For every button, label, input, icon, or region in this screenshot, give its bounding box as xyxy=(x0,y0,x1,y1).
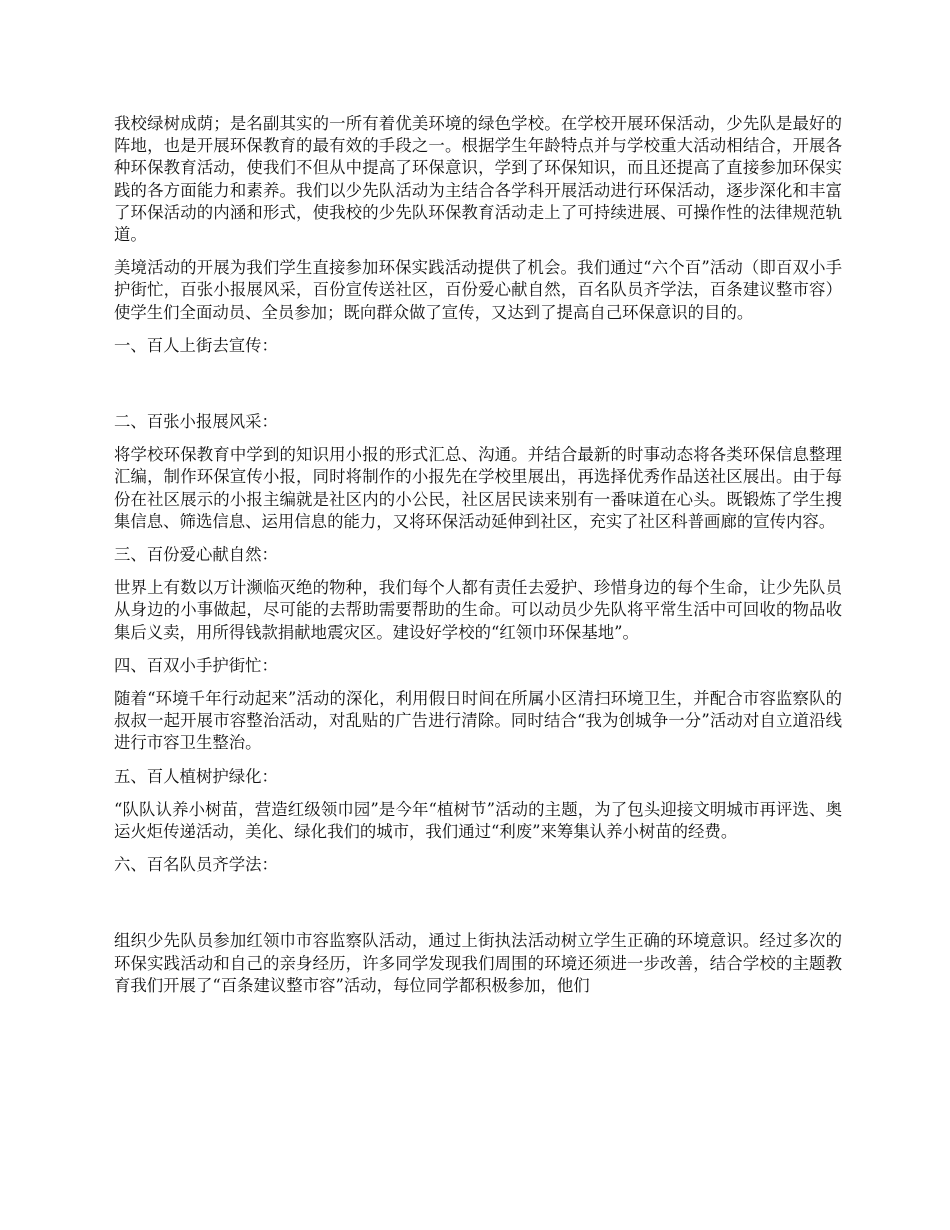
section-heading-5: 五、百人植树护绿化： xyxy=(114,766,278,786)
paragraph-section-3: 世界上有数以万计濒临灭绝的物种，我们每个人都有责任去爱护、珍惜身边的每个生命，让少先队员从身边的小事做起，尽可能的去帮助需要帮助的生命。可以动员少先队将平常生活中可回收的物品收集后义卖，用所得钱款捐献地震灾区。建设好学校的“红领巾环保基地”。 xyxy=(114,578,842,642)
document-page xyxy=(114,113,842,1008)
section-heading-3: 三、百份爱心献自然： xyxy=(114,545,278,565)
section-heading-2: 二、百张小报展风采： xyxy=(114,412,278,432)
section-heading-6: 六、百名队员齐学法： xyxy=(114,855,278,875)
paragraph-section-5: “队队认养小树苗，营造红级领巾园”是今年“植树节”活动的主题，为了包头迎接文明城市再评选、奥运火炬传递活动，美化、绿化我们的城市，我们通过“利废”来筹集认养小树苗的经费。 xyxy=(114,799,842,842)
paragraph-section-4: 随着“环境千年行动起来”活动的深化，利用假日时间在所属小区清扫环境卫生，并配合市容监察队的叔叔一起开展市容整治活动，对乱贴的广告进行清除。同时结合“我为创城争一分”活动对自立道沿线进行市容卫生整治。 xyxy=(114,689,842,753)
paragraph-intro: 我校绿树成荫；是名副其实的一所有着优美环境的绿色学校。在学校开展环保活动，少先队是最好的阵地，也是开展环保教育的最有效的手段之一。根据学生年龄特点并与学校重大活动相结合，开展各种环保教育活动，使我们不但从中提高了环保意识，学到了环保知识，而且还提高了直接参加环保实践的各方面能力和素养。我们以少先队活动为主结合各学科开展活动进行环保活动，逐步深化和丰富了环保活动的内涵和形式，使我校的少先队环保教育活动走上了可持续进展、可操作性的法律规范轨道。 xyxy=(114,114,842,245)
section-heading-1: 一、百人上街去宣传： xyxy=(114,335,278,355)
paragraph-section-2: 将学校环保教育中学到的知识用小报的形式汇总、沟通。并结合最新的时事动态将各类环保信息整理汇编，制作环保宣传小报，同时将制作的小报先在学校里展出，再选择优秀作品送社区展出。由于每份在社区展示的小报主编就是社区内的小公民，社区居民读来别有一番味道在心头。既锻炼了学生搜集信息、筛选信息、运用信息的能力，又将环保活动延伸到社区，充实了社区科普画廊的宣传内容。 xyxy=(114,445,842,531)
section-heading-4: 四、百双小手护街忙： xyxy=(114,655,278,675)
paragraph-six-hundreds: 美境活动的开展为我们学生直接参加环保实践活动提供了机会。我们通过“六个百”活动（即百双小手护街忙，百张小报展风采，百份宣传送社区，百份爱心献自然，百名队员齐学法，百条建议整市容）使学生们全面动员、全员参加；既向群众做了宣传，又达到了提高自己环保意识的目的。 xyxy=(114,258,842,322)
paragraph-section-6: 组织少先队员参加红领巾市容监察队活动，通过上街执法活动树立学生正确的环境意识。经过多次的环保实践活动和自己的亲身经历，许多同学发现我们周围的环境还须进一步改善，结合学校的主题教育我们开展了“百条建议整市容”活动，每位同学都积极参加，他们 xyxy=(114,931,842,995)
